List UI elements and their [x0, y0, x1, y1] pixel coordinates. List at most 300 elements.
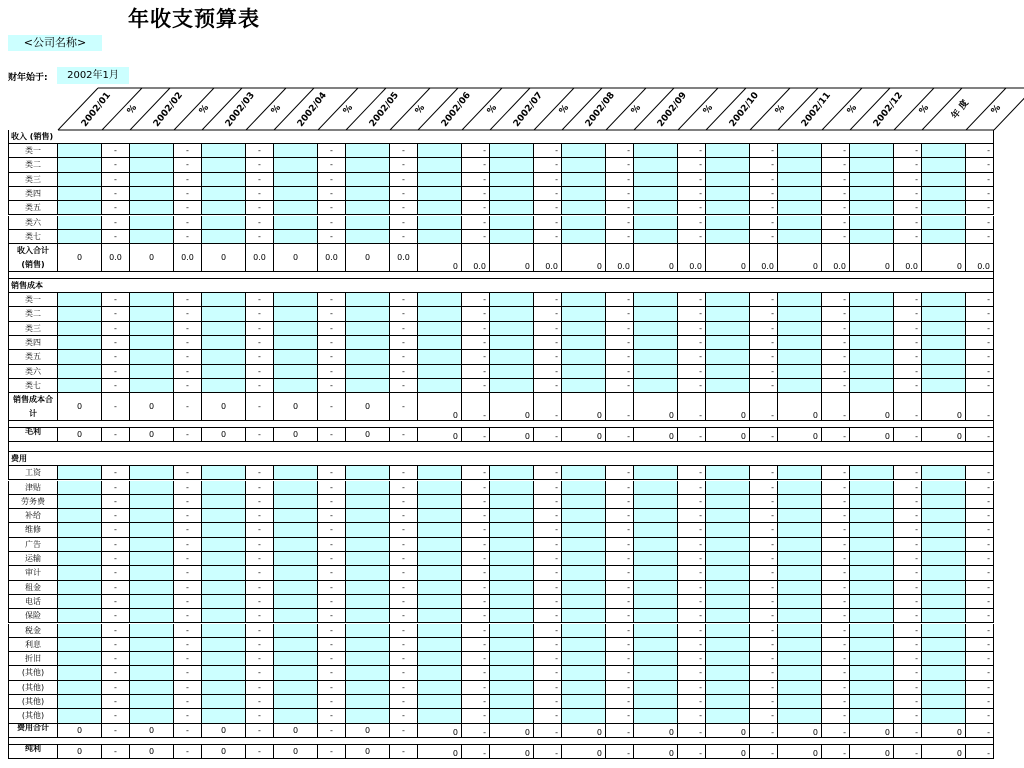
amount-input-cell[interactable] — [562, 336, 606, 350]
amount-input-cell[interactable] — [922, 695, 966, 709]
amount-input-cell[interactable] — [346, 379, 390, 393]
amount-input-cell[interactable] — [634, 523, 678, 537]
amount-input-cell[interactable] — [58, 158, 102, 172]
amount-input-cell[interactable] — [778, 652, 822, 666]
amount-input-cell[interactable] — [778, 173, 822, 187]
amount-input-cell[interactable] — [850, 201, 894, 215]
amount-input-cell[interactable] — [850, 523, 894, 537]
amount-input-cell[interactable] — [58, 523, 102, 537]
amount-input-cell[interactable] — [130, 144, 174, 158]
amount-input-cell[interactable] — [202, 307, 246, 321]
amount-input-cell[interactable] — [58, 652, 102, 666]
amount-input-cell[interactable] — [130, 566, 174, 580]
amount-input-cell[interactable] — [346, 523, 390, 537]
amount-input-cell[interactable] — [706, 681, 750, 695]
amount-input-cell[interactable] — [202, 201, 246, 215]
amount-input-cell[interactable] — [922, 201, 966, 215]
amount-input-cell[interactable] — [418, 595, 462, 609]
amount-input-cell[interactable] — [418, 552, 462, 566]
amount-input-cell[interactable] — [418, 365, 462, 379]
amount-input-cell[interactable] — [706, 666, 750, 680]
amount-input-cell[interactable] — [922, 158, 966, 172]
amount-input-cell[interactable] — [850, 581, 894, 595]
amount-input-cell[interactable] — [850, 322, 894, 336]
amount-input-cell[interactable] — [418, 495, 462, 509]
amount-input-cell[interactable] — [418, 538, 462, 552]
amount-input-cell[interactable] — [490, 681, 534, 695]
amount-input-cell[interactable] — [202, 538, 246, 552]
amount-input-cell[interactable] — [778, 709, 822, 723]
amount-input-cell[interactable] — [778, 681, 822, 695]
amount-input-cell[interactable] — [346, 595, 390, 609]
amount-input-cell[interactable] — [778, 201, 822, 215]
amount-input-cell[interactable] — [634, 187, 678, 201]
amount-input-cell[interactable] — [562, 595, 606, 609]
amount-input-cell[interactable] — [58, 538, 102, 552]
amount-input-cell[interactable] — [202, 158, 246, 172]
amount-input-cell[interactable] — [58, 230, 102, 244]
amount-input-cell[interactable] — [922, 466, 966, 480]
amount-input-cell[interactable] — [202, 365, 246, 379]
amount-input-cell[interactable] — [346, 293, 390, 307]
amount-input-cell[interactable] — [778, 466, 822, 480]
amount-input-cell[interactable] — [58, 552, 102, 566]
amount-input-cell[interactable] — [922, 581, 966, 595]
amount-input-cell[interactable] — [634, 201, 678, 215]
amount-input-cell[interactable] — [418, 624, 462, 638]
amount-input-cell[interactable] — [850, 709, 894, 723]
amount-input-cell[interactable] — [634, 144, 678, 158]
amount-input-cell[interactable] — [490, 523, 534, 537]
amount-input-cell[interactable] — [58, 509, 102, 523]
amount-input-cell[interactable] — [778, 158, 822, 172]
amount-input-cell[interactable] — [850, 144, 894, 158]
amount-input-cell[interactable] — [922, 566, 966, 580]
amount-input-cell[interactable] — [706, 230, 750, 244]
amount-input-cell[interactable] — [922, 144, 966, 158]
amount-input-cell[interactable] — [202, 144, 246, 158]
amount-input-cell[interactable] — [274, 466, 318, 480]
amount-input-cell[interactable] — [130, 595, 174, 609]
amount-input-cell[interactable] — [850, 652, 894, 666]
amount-input-cell[interactable] — [706, 365, 750, 379]
amount-input-cell[interactable] — [706, 595, 750, 609]
amount-input-cell[interactable] — [562, 638, 606, 652]
amount-input-cell[interactable] — [418, 144, 462, 158]
amount-input-cell[interactable] — [634, 595, 678, 609]
amount-input-cell[interactable] — [922, 230, 966, 244]
amount-input-cell[interactable] — [490, 652, 534, 666]
amount-input-cell[interactable] — [274, 523, 318, 537]
amount-input-cell[interactable] — [490, 566, 534, 580]
amount-input-cell[interactable] — [418, 173, 462, 187]
amount-input-cell[interactable] — [130, 230, 174, 244]
amount-input-cell[interactable] — [490, 336, 534, 350]
amount-input-cell[interactable] — [346, 350, 390, 364]
amount-input-cell[interactable] — [58, 187, 102, 201]
amount-input-cell[interactable] — [706, 509, 750, 523]
amount-input-cell[interactable] — [274, 216, 318, 230]
amount-input-cell[interactable] — [58, 173, 102, 187]
amount-input-cell[interactable] — [418, 322, 462, 336]
amount-input-cell[interactable] — [346, 681, 390, 695]
amount-input-cell[interactable] — [778, 350, 822, 364]
amount-input-cell[interactable] — [346, 322, 390, 336]
amount-input-cell[interactable] — [922, 638, 966, 652]
amount-input-cell[interactable] — [130, 216, 174, 230]
company-name-field[interactable]: <公司名称> — [8, 35, 102, 51]
amount-input-cell[interactable] — [274, 158, 318, 172]
amount-input-cell[interactable] — [850, 566, 894, 580]
amount-input-cell[interactable] — [418, 652, 462, 666]
amount-input-cell[interactable] — [706, 158, 750, 172]
amount-input-cell[interactable] — [850, 666, 894, 680]
amount-input-cell[interactable] — [346, 466, 390, 480]
amount-input-cell[interactable] — [274, 293, 318, 307]
amount-input-cell[interactable] — [418, 509, 462, 523]
amount-input-cell[interactable] — [634, 379, 678, 393]
amount-input-cell[interactable] — [634, 666, 678, 680]
amount-input-cell[interactable] — [490, 307, 534, 321]
amount-input-cell[interactable] — [850, 230, 894, 244]
amount-input-cell[interactable] — [562, 538, 606, 552]
amount-input-cell[interactable] — [490, 609, 534, 623]
amount-input-cell[interactable] — [562, 379, 606, 393]
amount-input-cell[interactable] — [346, 609, 390, 623]
amount-input-cell[interactable] — [706, 523, 750, 537]
amount-input-cell[interactable] — [562, 201, 606, 215]
amount-input-cell[interactable] — [706, 609, 750, 623]
amount-input-cell[interactable] — [706, 566, 750, 580]
amount-input-cell[interactable] — [274, 666, 318, 680]
fiscal-year-field[interactable]: 2002年1月 — [57, 67, 129, 84]
amount-input-cell[interactable] — [850, 681, 894, 695]
amount-input-cell[interactable] — [922, 523, 966, 537]
amount-input-cell[interactable] — [706, 538, 750, 552]
amount-input-cell[interactable] — [202, 350, 246, 364]
amount-input-cell[interactable] — [346, 173, 390, 187]
amount-input-cell[interactable] — [778, 695, 822, 709]
amount-input-cell[interactable] — [130, 336, 174, 350]
amount-input-cell[interactable] — [490, 695, 534, 709]
amount-input-cell[interactable] — [346, 581, 390, 595]
amount-input-cell[interactable] — [490, 187, 534, 201]
amount-input-cell[interactable] — [634, 365, 678, 379]
amount-input-cell[interactable] — [58, 709, 102, 723]
amount-input-cell[interactable] — [562, 293, 606, 307]
amount-input-cell[interactable] — [850, 365, 894, 379]
amount-input-cell[interactable] — [346, 230, 390, 244]
amount-input-cell[interactable] — [922, 609, 966, 623]
amount-input-cell[interactable] — [490, 509, 534, 523]
amount-input-cell[interactable] — [490, 158, 534, 172]
amount-input-cell[interactable] — [418, 187, 462, 201]
amount-input-cell[interactable] — [778, 609, 822, 623]
amount-input-cell[interactable] — [634, 495, 678, 509]
amount-input-cell[interactable] — [346, 365, 390, 379]
amount-input-cell[interactable] — [418, 638, 462, 652]
amount-input-cell[interactable] — [634, 230, 678, 244]
amount-input-cell[interactable] — [346, 481, 390, 495]
amount-input-cell[interactable] — [850, 509, 894, 523]
amount-input-cell[interactable] — [490, 538, 534, 552]
amount-input-cell[interactable] — [490, 581, 534, 595]
amount-input-cell[interactable] — [274, 552, 318, 566]
amount-input-cell[interactable] — [346, 552, 390, 566]
amount-input-cell[interactable] — [130, 681, 174, 695]
amount-input-cell[interactable] — [58, 322, 102, 336]
amount-input-cell[interactable] — [274, 595, 318, 609]
amount-input-cell[interactable] — [202, 336, 246, 350]
amount-input-cell[interactable] — [58, 350, 102, 364]
amount-input-cell[interactable] — [634, 624, 678, 638]
amount-input-cell[interactable] — [706, 466, 750, 480]
amount-input-cell[interactable] — [274, 509, 318, 523]
amount-input-cell[interactable] — [706, 187, 750, 201]
amount-input-cell[interactable] — [418, 201, 462, 215]
amount-input-cell[interactable] — [274, 144, 318, 158]
amount-input-cell[interactable] — [778, 538, 822, 552]
amount-input-cell[interactable] — [130, 538, 174, 552]
amount-input-cell[interactable] — [202, 481, 246, 495]
amount-input-cell[interactable] — [130, 201, 174, 215]
amount-input-cell[interactable] — [850, 307, 894, 321]
amount-input-cell[interactable] — [202, 230, 246, 244]
amount-input-cell[interactable] — [634, 638, 678, 652]
amount-input-cell[interactable] — [922, 538, 966, 552]
amount-input-cell[interactable] — [274, 566, 318, 580]
amount-input-cell[interactable] — [634, 709, 678, 723]
amount-input-cell[interactable] — [706, 201, 750, 215]
amount-input-cell[interactable] — [634, 158, 678, 172]
amount-input-cell[interactable] — [562, 144, 606, 158]
amount-input-cell[interactable] — [850, 538, 894, 552]
amount-input-cell[interactable] — [346, 187, 390, 201]
amount-input-cell[interactable] — [634, 216, 678, 230]
amount-input-cell[interactable] — [922, 481, 966, 495]
amount-input-cell[interactable] — [418, 350, 462, 364]
amount-input-cell[interactable] — [274, 230, 318, 244]
amount-input-cell[interactable] — [922, 365, 966, 379]
amount-input-cell[interactable] — [706, 173, 750, 187]
amount-input-cell[interactable] — [922, 216, 966, 230]
amount-input-cell[interactable] — [634, 322, 678, 336]
amount-input-cell[interactable] — [562, 481, 606, 495]
amount-input-cell[interactable] — [490, 365, 534, 379]
amount-input-cell[interactable] — [922, 495, 966, 509]
amount-input-cell[interactable] — [490, 638, 534, 652]
amount-input-cell[interactable] — [706, 638, 750, 652]
amount-input-cell[interactable] — [274, 538, 318, 552]
amount-input-cell[interactable] — [778, 322, 822, 336]
amount-input-cell[interactable] — [634, 652, 678, 666]
amount-input-cell[interactable] — [202, 624, 246, 638]
amount-input-cell[interactable] — [202, 552, 246, 566]
amount-input-cell[interactable] — [634, 350, 678, 364]
amount-input-cell[interactable] — [778, 595, 822, 609]
amount-input-cell[interactable] — [850, 609, 894, 623]
amount-input-cell[interactable] — [706, 216, 750, 230]
amount-input-cell[interactable] — [58, 201, 102, 215]
amount-input-cell[interactable] — [922, 350, 966, 364]
amount-input-cell[interactable] — [922, 709, 966, 723]
amount-input-cell[interactable] — [202, 322, 246, 336]
amount-input-cell[interactable] — [130, 379, 174, 393]
amount-input-cell[interactable] — [202, 709, 246, 723]
amount-input-cell[interactable] — [58, 581, 102, 595]
amount-input-cell[interactable] — [490, 552, 534, 566]
amount-input-cell[interactable] — [346, 495, 390, 509]
amount-input-cell[interactable] — [418, 466, 462, 480]
amount-input-cell[interactable] — [706, 307, 750, 321]
amount-input-cell[interactable] — [58, 379, 102, 393]
amount-input-cell[interactable] — [490, 379, 534, 393]
amount-input-cell[interactable] — [418, 230, 462, 244]
amount-input-cell[interactable] — [850, 293, 894, 307]
amount-input-cell[interactable] — [58, 307, 102, 321]
amount-input-cell[interactable] — [634, 695, 678, 709]
amount-input-cell[interactable] — [778, 293, 822, 307]
amount-input-cell[interactable] — [346, 638, 390, 652]
amount-input-cell[interactable] — [922, 307, 966, 321]
amount-input-cell[interactable] — [130, 293, 174, 307]
amount-input-cell[interactable] — [418, 581, 462, 595]
amount-input-cell[interactable] — [850, 481, 894, 495]
amount-input-cell[interactable] — [274, 336, 318, 350]
amount-input-cell[interactable] — [634, 681, 678, 695]
amount-input-cell[interactable] — [490, 595, 534, 609]
amount-input-cell[interactable] — [706, 709, 750, 723]
amount-input-cell[interactable] — [58, 495, 102, 509]
amount-input-cell[interactable] — [418, 709, 462, 723]
amount-input-cell[interactable] — [562, 523, 606, 537]
amount-input-cell[interactable] — [562, 681, 606, 695]
amount-input-cell[interactable] — [490, 495, 534, 509]
amount-input-cell[interactable] — [706, 322, 750, 336]
amount-input-cell[interactable] — [130, 552, 174, 566]
amount-input-cell[interactable] — [850, 379, 894, 393]
amount-input-cell[interactable] — [346, 201, 390, 215]
amount-input-cell[interactable] — [58, 481, 102, 495]
amount-input-cell[interactable] — [58, 624, 102, 638]
amount-input-cell[interactable] — [850, 495, 894, 509]
amount-input-cell[interactable] — [850, 158, 894, 172]
amount-input-cell[interactable] — [202, 509, 246, 523]
amount-input-cell[interactable] — [490, 173, 534, 187]
amount-input-cell[interactable] — [778, 495, 822, 509]
amount-input-cell[interactable] — [202, 638, 246, 652]
amount-input-cell[interactable] — [778, 481, 822, 495]
amount-input-cell[interactable] — [130, 624, 174, 638]
amount-input-cell[interactable] — [634, 552, 678, 566]
amount-input-cell[interactable] — [706, 144, 750, 158]
amount-input-cell[interactable] — [202, 681, 246, 695]
amount-input-cell[interactable] — [562, 216, 606, 230]
amount-input-cell[interactable] — [562, 173, 606, 187]
amount-input-cell[interactable] — [850, 695, 894, 709]
amount-input-cell[interactable] — [58, 595, 102, 609]
amount-input-cell[interactable] — [634, 307, 678, 321]
amount-input-cell[interactable] — [562, 307, 606, 321]
amount-input-cell[interactable] — [274, 709, 318, 723]
amount-input-cell[interactable] — [778, 523, 822, 537]
amount-input-cell[interactable] — [562, 495, 606, 509]
amount-input-cell[interactable] — [850, 552, 894, 566]
amount-input-cell[interactable] — [562, 365, 606, 379]
amount-input-cell[interactable] — [202, 293, 246, 307]
amount-input-cell[interactable] — [706, 481, 750, 495]
amount-input-cell[interactable] — [562, 509, 606, 523]
amount-input-cell[interactable] — [922, 652, 966, 666]
amount-input-cell[interactable] — [274, 307, 318, 321]
amount-input-cell[interactable] — [562, 581, 606, 595]
amount-input-cell[interactable] — [778, 230, 822, 244]
amount-input-cell[interactable] — [130, 709, 174, 723]
amount-input-cell[interactable] — [922, 379, 966, 393]
amount-input-cell[interactable] — [346, 509, 390, 523]
amount-input-cell[interactable] — [418, 681, 462, 695]
amount-input-cell[interactable] — [346, 624, 390, 638]
amount-input-cell[interactable] — [130, 173, 174, 187]
amount-input-cell[interactable] — [58, 638, 102, 652]
amount-input-cell[interactable] — [130, 466, 174, 480]
amount-input-cell[interactable] — [562, 709, 606, 723]
amount-input-cell[interactable] — [850, 595, 894, 609]
amount-input-cell[interactable] — [274, 481, 318, 495]
amount-input-cell[interactable] — [634, 509, 678, 523]
amount-input-cell[interactable] — [418, 158, 462, 172]
amount-input-cell[interactable] — [490, 350, 534, 364]
amount-input-cell[interactable] — [418, 336, 462, 350]
amount-input-cell[interactable] — [778, 666, 822, 680]
amount-input-cell[interactable] — [562, 695, 606, 709]
amount-input-cell[interactable] — [490, 144, 534, 158]
amount-input-cell[interactable] — [850, 624, 894, 638]
amount-input-cell[interactable] — [346, 709, 390, 723]
amount-input-cell[interactable] — [418, 566, 462, 580]
amount-input-cell[interactable] — [58, 695, 102, 709]
amount-input-cell[interactable] — [274, 609, 318, 623]
amount-input-cell[interactable] — [562, 158, 606, 172]
amount-input-cell[interactable] — [274, 379, 318, 393]
amount-input-cell[interactable] — [490, 201, 534, 215]
amount-input-cell[interactable] — [778, 336, 822, 350]
amount-input-cell[interactable] — [58, 566, 102, 580]
amount-input-cell[interactable] — [58, 466, 102, 480]
amount-input-cell[interactable] — [58, 365, 102, 379]
amount-input-cell[interactable] — [58, 216, 102, 230]
amount-input-cell[interactable] — [274, 173, 318, 187]
amount-input-cell[interactable] — [274, 638, 318, 652]
amount-input-cell[interactable] — [490, 709, 534, 723]
amount-input-cell[interactable] — [274, 350, 318, 364]
amount-input-cell[interactable] — [706, 581, 750, 595]
amount-input-cell[interactable] — [202, 595, 246, 609]
amount-input-cell[interactable] — [58, 144, 102, 158]
amount-input-cell[interactable] — [58, 609, 102, 623]
amount-input-cell[interactable] — [202, 466, 246, 480]
amount-input-cell[interactable] — [778, 365, 822, 379]
amount-input-cell[interactable] — [130, 695, 174, 709]
amount-input-cell[interactable] — [634, 466, 678, 480]
amount-input-cell[interactable] — [346, 216, 390, 230]
amount-input-cell[interactable] — [922, 187, 966, 201]
amount-input-cell[interactable] — [418, 216, 462, 230]
amount-input-cell[interactable] — [634, 481, 678, 495]
amount-input-cell[interactable] — [274, 495, 318, 509]
amount-input-cell[interactable] — [202, 173, 246, 187]
amount-input-cell[interactable] — [130, 481, 174, 495]
